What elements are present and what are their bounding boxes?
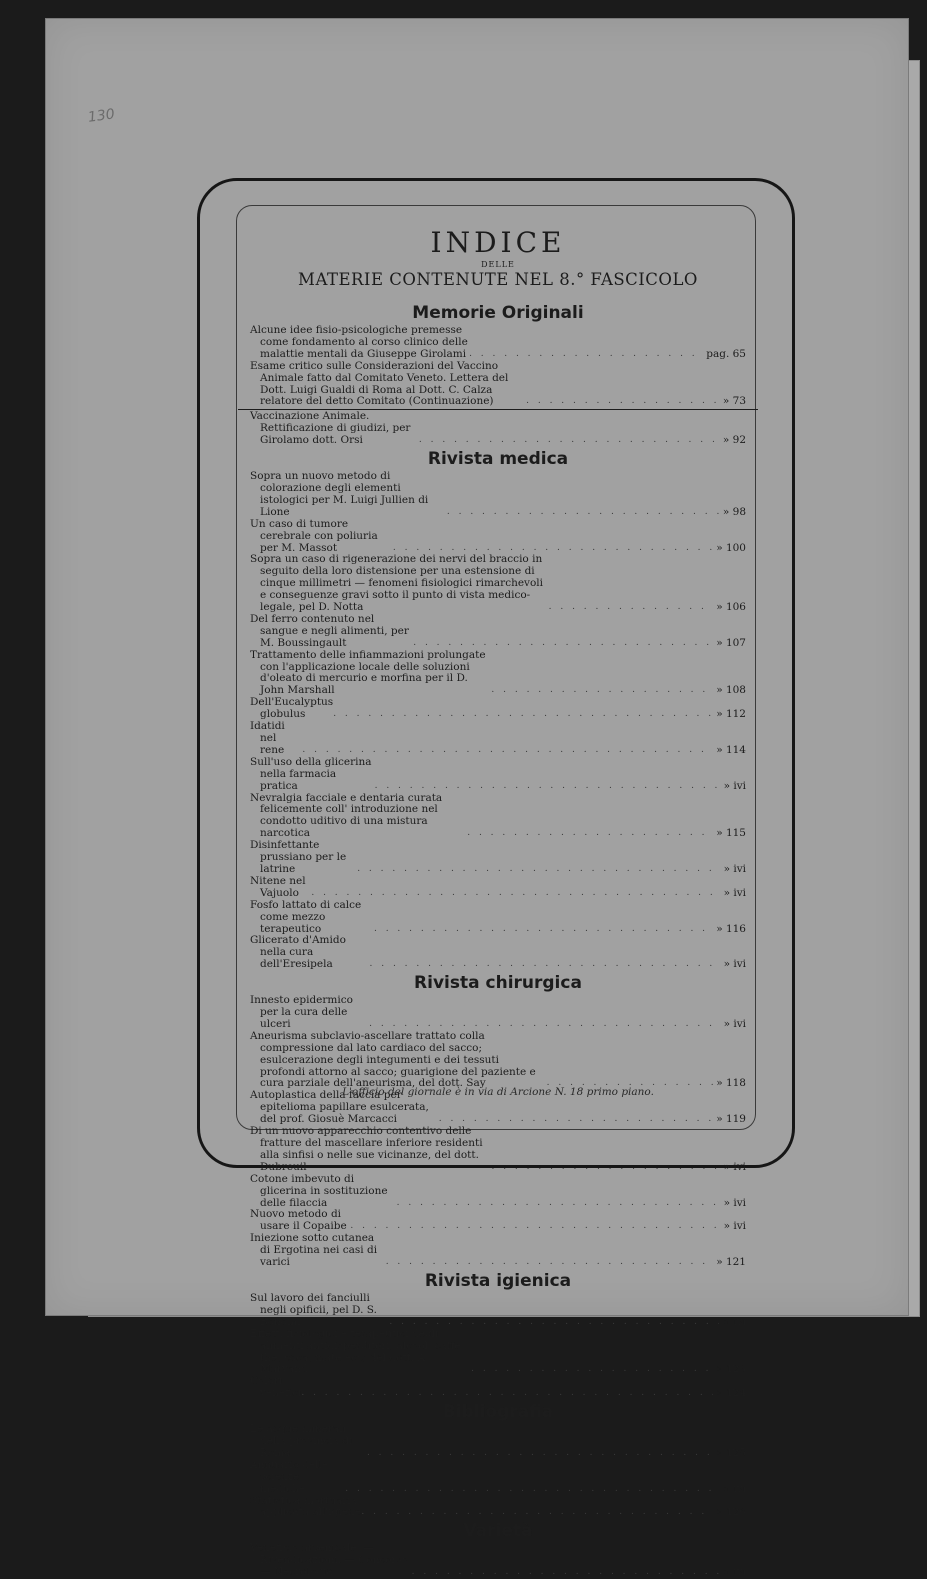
- entry-title: Nuovo metodo di usare il Copaibe: [250, 1208, 347, 1233]
- dot-leader: [471, 1364, 713, 1376]
- entry-page: » 119: [716, 1113, 746, 1126]
- entry-page: » ivi: [723, 779, 746, 792]
- entry-title: Cotone imbevuto di glicerina in sostituzione delle filaccia: [250, 1172, 388, 1209]
- entry-page: » 116: [716, 922, 746, 935]
- toc-entry: [250, 1329, 746, 1377]
- index-subtitle: MATERIE CONTENUTE NEL 8.° FASCICOLO: [298, 270, 698, 289]
- dot-leader: [367, 1448, 713, 1460]
- dot-leader: [357, 864, 719, 876]
- toc-entry: [250, 995, 746, 1031]
- toc-entry: [250, 1293, 746, 1329]
- dot-leader: [491, 685, 713, 697]
- entry-page: » ivi: [723, 1017, 746, 1030]
- entry-page: » 73: [722, 395, 746, 408]
- toc-entry: [250, 697, 746, 721]
- entry-title: Sopra un nuovo metodo di colorazione degli elementi istologici per M. Luigi Jullien di Lione: [250, 470, 429, 518]
- toc-entry: [250, 876, 746, 900]
- index-title: INDICE: [430, 226, 566, 259]
- pencil-annotation: 130: [87, 106, 116, 126]
- entry-title: Autoplastica della faccia per epitelioma papillare esulcerata, del prof. Giosuè Marcacci: [250, 1089, 429, 1126]
- toc-entry: [250, 1209, 746, 1233]
- entry-title: Disinfettante prussiano per le latrine: [250, 839, 347, 875]
- entry-title: Nevralgia facciale e dentaria curata felicemente coll' introduzione nel condotto uditivo di una mistura narcotica: [250, 791, 443, 840]
- dot-leader: [526, 396, 719, 408]
- toc-entry: [250, 519, 746, 555]
- dot-leader: [469, 349, 703, 361]
- toc-entry: [250, 1031, 746, 1091]
- toc-entry: [250, 1424, 746, 1460]
- dot-leader: [301, 1388, 713, 1400]
- entry-page: » ivi: [723, 958, 746, 971]
- entry-title: Sull'uso della glicerina nella farmacia pratica: [250, 755, 372, 792]
- entry-title: Alcune idee fisio-psicologiche premesse come fondamento al corso clinico delle malattie mentali da Giuseppe Girolami: [250, 324, 468, 360]
- dot-leader: [389, 1317, 719, 1329]
- dot-leader: [361, 1507, 713, 1519]
- entry-page: » 112: [716, 708, 746, 721]
- entry-title: Le acque minerali della provincia di Roma: [250, 1423, 353, 1459]
- entry-title: Trattamento delle infiammazioni prolungate con l'applicazione locale delle soluzioni d'oleato di mercurio e morfina per il D. John Marshall: [250, 648, 486, 697]
- entry-page: » 100: [716, 541, 746, 554]
- toc-entry: [250, 1460, 746, 1496]
- entry-title: Idatidi nel rene: [250, 720, 285, 756]
- dot-leader: [375, 781, 719, 793]
- toc-entry: [250, 614, 746, 650]
- entry-title: Esame critico sulle Considerazioni del Vaccino Animale fatto dal Comitato Veneto. Lettera del Dott. Luigi Gualdi di Roma al Dott. C. Calza relatore del detto Comitato (Continuazione): [250, 359, 509, 408]
- toc-entry: [250, 1496, 746, 1520]
- entry-page: » 92: [722, 434, 746, 447]
- entry-title: Veneficio arsenicale. — Rivendicazioni. — Concorso. — Necrologia: [250, 1542, 412, 1579]
- dot-leader: [447, 507, 719, 519]
- toc-entry: [250, 1174, 746, 1210]
- entry-page: » ivi: [723, 1220, 746, 1233]
- entry-page: » 107: [716, 636, 746, 649]
- index-delle: DELLE: [481, 260, 515, 269]
- entry-title: Del ferro contenuto nel sangue e negli alimenti, per M. Boussingault: [250, 612, 409, 649]
- entry-title: Annuario delle scienze mediche: [250, 1458, 329, 1495]
- entry-title: Innesto epidermico per la cura delle ulceri: [250, 994, 353, 1030]
- footer-note: L'officio del giornale è in via di Arcione N. 18 primo piano.: [342, 1086, 654, 1098]
- toc-entry: [250, 840, 746, 876]
- entry-title: Fosfo lattato di calce come mezzo terapeutico: [250, 898, 362, 935]
- entry-page: » ivi: [723, 1196, 746, 1209]
- entry-page: » ivi: [723, 1566, 746, 1579]
- toc-entry: [250, 1376, 746, 1400]
- entry-page: » 108: [716, 684, 746, 697]
- section-heading: Varietà: [463, 1521, 533, 1542]
- toc-entry: [250, 1543, 746, 1579]
- dot-leader: [333, 709, 713, 721]
- dot-leader: [397, 1198, 719, 1210]
- entry-page: » ivi: [723, 886, 746, 899]
- dot-leader: [386, 1257, 713, 1269]
- toc-entry: [250, 554, 746, 614]
- entry-title: Nitene nel Vajuolo: [250, 874, 306, 899]
- entry-title: Sul lavoro dei fanciulli negli opificii, pel D. S. Bonomi: [250, 1291, 377, 1328]
- toc-entry: [250, 757, 746, 793]
- entry-title: Dell'Eucalyptus globulus: [250, 696, 334, 721]
- section-heading: Rivista chirurgica: [414, 973, 582, 994]
- toc-entry: [250, 1233, 746, 1269]
- section-heading: Bibliografia: [442, 1402, 554, 1423]
- entry-page: » ivi: [723, 1315, 746, 1328]
- toc-entry: [250, 793, 746, 841]
- entry-page: » 118: [716, 1077, 746, 1090]
- dot-leader: [412, 1567, 719, 1579]
- dot-leader: [413, 638, 713, 650]
- entry-page: » ivi: [723, 862, 746, 875]
- entry-page: » 126: [716, 1506, 746, 1519]
- toc-entry: [250, 1126, 746, 1174]
- entry-page: » 121: [716, 1256, 746, 1269]
- entry-page: » 125: [716, 1446, 746, 1459]
- dot-leader: [491, 1162, 719, 1174]
- entry-page: » 106: [716, 601, 746, 614]
- entry-title: Vaccinazione Animale. Rettificazione di giudizi, per Girolamo dott. Orsi: [250, 410, 411, 447]
- entry-title: Di un nuovo apparecchio contentivo delle fratture del mascellare inferiore residenti alla sinfisi o nelle sue vicinanze, del dott. Dubreuil: [250, 1125, 483, 1173]
- entry-title: Effetti fisiologici e terapeutici degli alimenti antidisperditori, alcool, caffè, thè, coca, mate ecc; del dott. A. Marvand: [250, 1327, 464, 1376]
- entry-title: Colori venefici: [250, 1375, 302, 1400]
- dot-leader: [350, 1221, 719, 1233]
- toc-entry: [250, 650, 746, 698]
- dot-leader: [549, 602, 714, 614]
- toc-entry: [250, 935, 746, 971]
- toc-entry: [250, 411, 746, 447]
- entry-page: » ivi: [723, 1482, 746, 1495]
- toc-entry: [250, 361, 746, 409]
- entry-title: Iniezione sotto cutanea di Ergotina nei casi di varici: [250, 1232, 378, 1269]
- entry-page: » 98: [722, 505, 746, 518]
- dot-leader: [345, 1484, 719, 1496]
- dot-leader: [419, 435, 719, 447]
- toc-entry: [250, 900, 746, 936]
- entry-page: pag. 65: [706, 347, 746, 360]
- dot-leader: [370, 959, 720, 971]
- entry-page: » 114: [716, 743, 746, 756]
- dot-leader: [311, 888, 719, 900]
- dot-leader: [467, 828, 713, 840]
- section-heading: Rivista igienica: [424, 1270, 572, 1291]
- dot-leader: [439, 1114, 713, 1126]
- entry-title: Statistica mortuaria applicata all'igiene: [250, 1494, 361, 1519]
- entry-page: » 124: [716, 1387, 746, 1400]
- entry-title: Un caso di tumore cerebrale con poliuria per M. Massot: [250, 517, 378, 554]
- entry-title: Glicerato d'Amido nella cura dell'Eresipela: [250, 934, 346, 971]
- entry-page: » ivi: [723, 1160, 746, 1173]
- toc-entry: [250, 471, 746, 519]
- dot-leader: [374, 924, 713, 936]
- section-heading: Memorie Originali: [412, 303, 584, 323]
- entry-title: Aneurisma subclavio-ascellare trattato colla compressione dal lato cardiaco del sacco; esulcerazione degli integumenti e dei tessuti profondi attorno al sacco; guarigione del paziente e cura parziale dell'aneurisma, del dott. Say: [250, 1029, 536, 1090]
- entry-page: » 115: [716, 827, 746, 840]
- toc-entry: [250, 721, 746, 757]
- index-content: [250, 228, 746, 1579]
- section-heading: Rivista medica: [427, 449, 569, 470]
- entry-page: » 123: [716, 1363, 746, 1376]
- entry-title: Sopra un caso di rigenerazione dei nervi del braccio in seguito della loro distensione per una estensione di cinque millimetri — fenomeni fisiologici rimarchevoli e conseguenze gravi sotto il punto di vista medico-legale, pel D. Notta: [250, 553, 544, 614]
- sections-container: [250, 303, 746, 1579]
- toc-entry: [250, 325, 746, 361]
